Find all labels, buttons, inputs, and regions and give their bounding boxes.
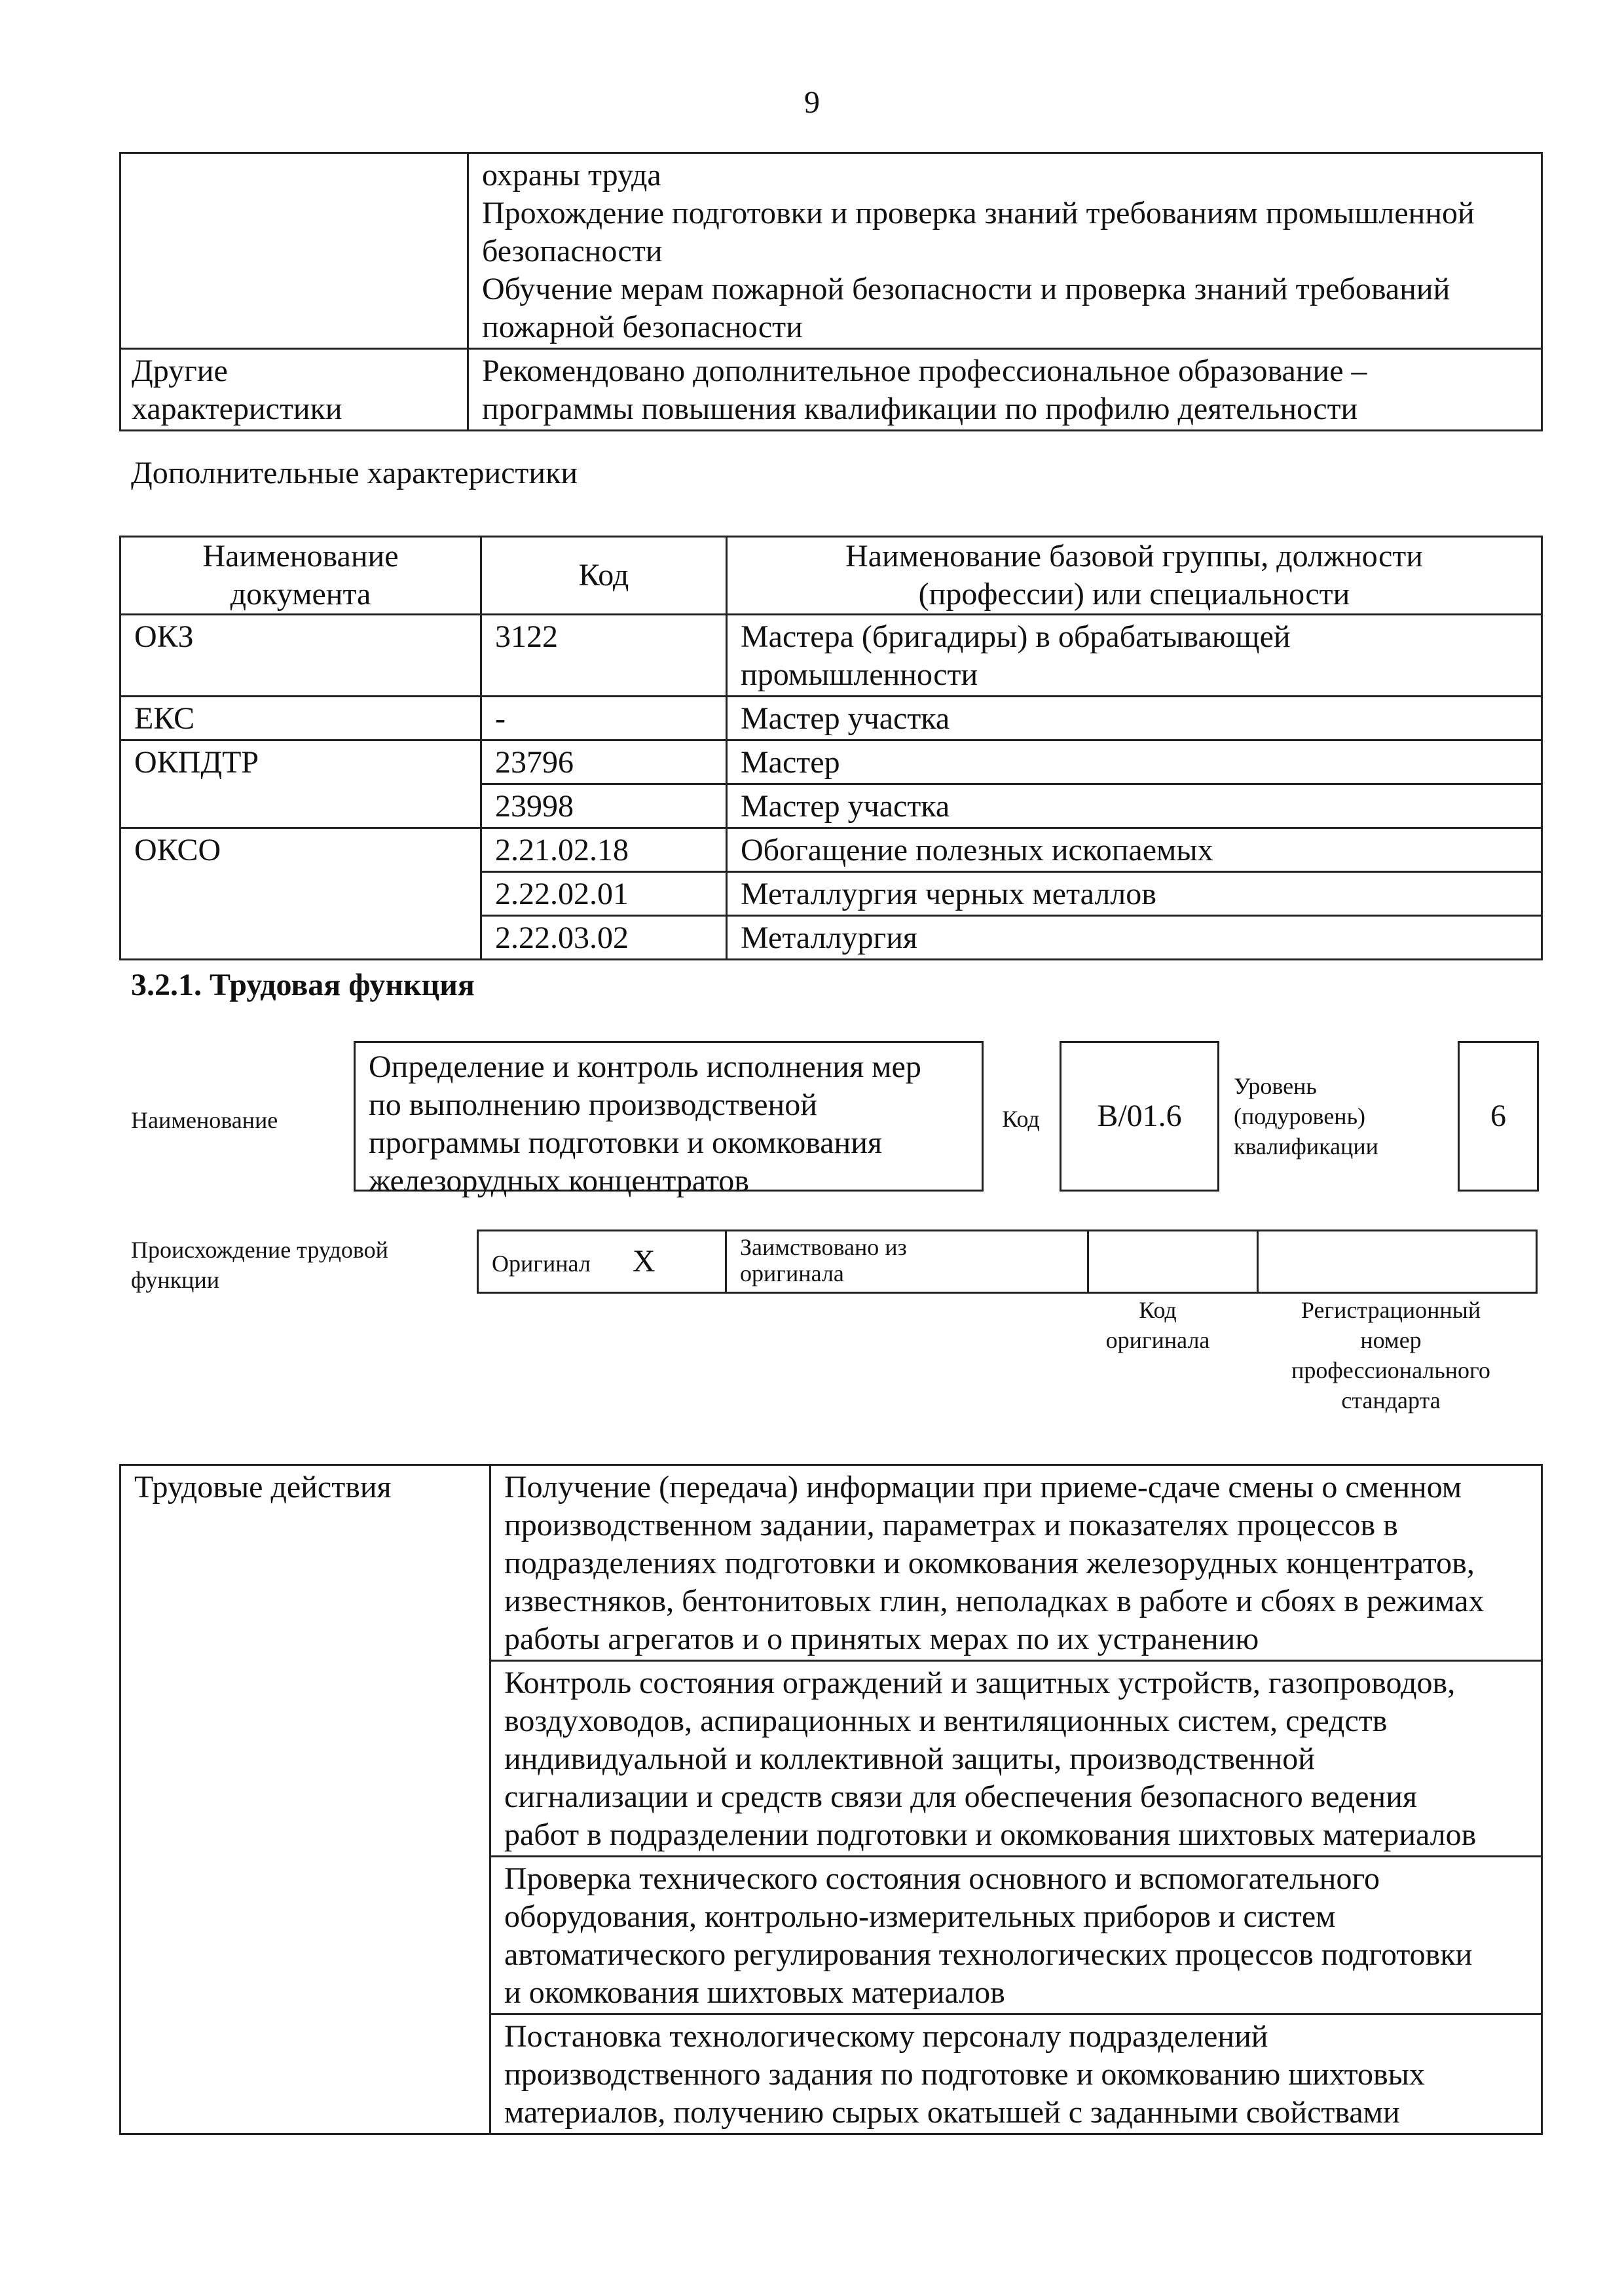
caption-line: стандарта bbox=[1341, 1387, 1441, 1413]
header-line: Наименование базовой группы, должности bbox=[845, 539, 1423, 574]
labour-action-item bbox=[490, 1465, 1542, 1661]
action-line: Постановка технологическому персоналу подразделений bbox=[504, 2019, 1268, 2054]
additional-table bbox=[119, 536, 1543, 960]
code-okz: 3122 bbox=[481, 615, 727, 697]
level-label-line: квалификации bbox=[1234, 1133, 1378, 1159]
labour-action-item bbox=[490, 1857, 1542, 2014]
origin-label-line: функции bbox=[131, 1267, 219, 1293]
caption-line: Регистрационный bbox=[1301, 1297, 1481, 1323]
name-okso-1: Обогащение полезных ископаемых bbox=[727, 828, 1542, 872]
page-number: 9 bbox=[804, 85, 820, 120]
function-name-box bbox=[354, 1041, 984, 1198]
labour-action-item bbox=[490, 1661, 1542, 1857]
action-line: Проверка технического состояния основного и вспомогательного bbox=[504, 1861, 1380, 1896]
action-line: оборудования, контрольно-измерительных приборов и систем bbox=[504, 1899, 1336, 1934]
caption-line: оригинала bbox=[1105, 1327, 1210, 1353]
action-line: производственном задании, параметрах и показателях процессов в bbox=[504, 1508, 1398, 1542]
action-line: материалов, получению сырых окатышей с заданными свойствами bbox=[504, 2095, 1400, 2130]
name-eks: Мастер участка bbox=[727, 697, 1542, 740]
section-title: 3.2.1. Трудовая функция bbox=[131, 968, 475, 1002]
doc-okz: ОКЗ bbox=[120, 615, 481, 697]
code-original-caption bbox=[1074, 1295, 1242, 1355]
top-line: Обучение мерам пожарной безопасности и проверка знаний требований bbox=[482, 272, 1450, 306]
action-line: Получение (передача) информации при приеме-сдаче смены о сменном bbox=[504, 1470, 1462, 1504]
top-table bbox=[119, 152, 1543, 431]
action-line: работы агрегатов и о принятых мерах по их устранению bbox=[504, 1622, 1259, 1656]
header-code: Код bbox=[481, 537, 727, 615]
function-code-box bbox=[1060, 1041, 1219, 1192]
caption-line: профессионального bbox=[1291, 1357, 1490, 1383]
name-okz bbox=[727, 615, 1542, 697]
origin-label bbox=[131, 1235, 388, 1295]
borrowed-line: Заимствовано из bbox=[740, 1234, 907, 1260]
code-okso-2: 2.22.02.01 bbox=[481, 872, 727, 916]
code-okso-1: 2.21.02.18 bbox=[481, 828, 727, 872]
header-name bbox=[727, 537, 1542, 615]
labour-actions-table bbox=[119, 1464, 1543, 2135]
action-line: сигнализации и средств связи для обеспечения безопасного ведения bbox=[504, 1779, 1417, 1814]
action-line: индивидуальной и коллективной защиты, производственной bbox=[504, 1741, 1315, 1776]
labour-action-item bbox=[490, 2014, 1542, 2134]
doc-eks: ЕКС bbox=[120, 697, 481, 740]
origin-original-cell bbox=[478, 1231, 726, 1293]
reg-number-caption bbox=[1244, 1295, 1538, 1415]
action-line: известняков, бентонитовых глин, неполадках в работе и сбоях в режимах bbox=[504, 1584, 1485, 1618]
action-line: воздуховодов, аспирационных и вентиляционных систем, средств bbox=[504, 1704, 1388, 1738]
function-name-label: Наименование bbox=[131, 1107, 278, 1133]
label-line: Другие bbox=[132, 354, 228, 388]
function-code-label: Код bbox=[1002, 1106, 1040, 1132]
function-name-line: Определение и контроль исполнения мер bbox=[369, 1049, 921, 1084]
origin-reg-number-cell bbox=[1258, 1231, 1537, 1293]
origin-table bbox=[477, 1230, 1538, 1294]
doc-okpdtr: ОКПДТР bbox=[120, 740, 481, 828]
original-mark: X bbox=[632, 1244, 655, 1279]
doc-okso: ОКСО bbox=[120, 828, 481, 960]
qualification-level-box bbox=[1458, 1041, 1539, 1192]
top-table-empty-cell bbox=[120, 153, 468, 349]
caption-line: Код bbox=[1139, 1297, 1177, 1323]
labour-actions-label: Трудовые действия bbox=[120, 1465, 490, 2134]
code-okpdtr-1: 23796 bbox=[481, 740, 727, 784]
level-label-line: Уровень bbox=[1234, 1073, 1317, 1099]
original-label: Оригинал bbox=[492, 1250, 591, 1277]
origin-code-cell bbox=[1088, 1231, 1258, 1293]
function-code-value: B/01.6 bbox=[1097, 1099, 1182, 1133]
action-line: подразделениях подготовки и окомкования железорудных концентратов, bbox=[504, 1546, 1475, 1580]
action-line: Контроль состояния ограждений и защитных устройств, газопроводов, bbox=[504, 1666, 1456, 1700]
code-okso-3: 2.22.03.02 bbox=[481, 916, 727, 960]
code-eks: - bbox=[481, 697, 727, 740]
action-line: автоматического регулирования технологических процессов подготовки bbox=[504, 1937, 1473, 1972]
origin-label-line: Происхождение трудовой bbox=[131, 1237, 388, 1263]
action-line: работ в подразделении подготовки и окомкования шихтовых материалов bbox=[504, 1817, 1477, 1852]
top-table-text-cell bbox=[468, 153, 1542, 349]
top-line: безопасности bbox=[482, 234, 663, 268]
name-okso-2: Металлургия черных металлов bbox=[727, 872, 1542, 916]
qualification-level-value: 6 bbox=[1490, 1099, 1506, 1133]
additional-characteristics-heading: Дополнительные характеристики bbox=[131, 456, 578, 490]
qualification-level-label bbox=[1234, 1071, 1378, 1161]
action-line: производственного задания по подготовке и окомкованию шихтовых bbox=[504, 2057, 1425, 2092]
function-name-line: по выполнению производственой bbox=[369, 1087, 817, 1122]
name-okso-3: Металлургия bbox=[727, 916, 1542, 960]
header-line: Наименование bbox=[202, 539, 399, 574]
name-okpdtr-2: Мастер участка bbox=[727, 784, 1542, 828]
other-characteristics-text bbox=[468, 349, 1542, 431]
origin-borrowed-cell bbox=[726, 1231, 1088, 1293]
borrowed-line: оригинала bbox=[740, 1260, 844, 1286]
other-characteristics-label bbox=[120, 349, 468, 431]
top-line: Прохождение подготовки и проверка знаний требованиям промышленной bbox=[482, 196, 1475, 230]
name-line: Мастера (бригадиры) в обрабатывающей bbox=[741, 619, 1291, 654]
header-line: (профессии) или специальности bbox=[918, 577, 1350, 611]
text-line: Рекомендовано дополнительное профессиональное образование – bbox=[482, 354, 1367, 388]
label-line: характеристики bbox=[132, 392, 342, 426]
top-line: охраны труда bbox=[482, 158, 661, 192]
caption-line: номер bbox=[1360, 1327, 1422, 1353]
top-line: пожарной безопасности bbox=[482, 310, 803, 344]
text-line: программы повышения квалификации по профилю деятельности bbox=[482, 392, 1358, 426]
function-name-line: железорудных концентратов bbox=[369, 1163, 749, 1198]
header-line: документа bbox=[230, 577, 371, 611]
action-line: и окомкования шихтовых материалов bbox=[504, 1975, 1005, 2010]
header-document bbox=[120, 537, 481, 615]
name-okpdtr-1: Мастер bbox=[727, 740, 1542, 784]
function-name-line: программы подготовки и окомкования bbox=[369, 1125, 882, 1160]
name-line: промышленности bbox=[741, 657, 978, 692]
level-label-line: (подуровень) bbox=[1234, 1103, 1365, 1129]
code-okpdtr-2: 23998 bbox=[481, 784, 727, 828]
